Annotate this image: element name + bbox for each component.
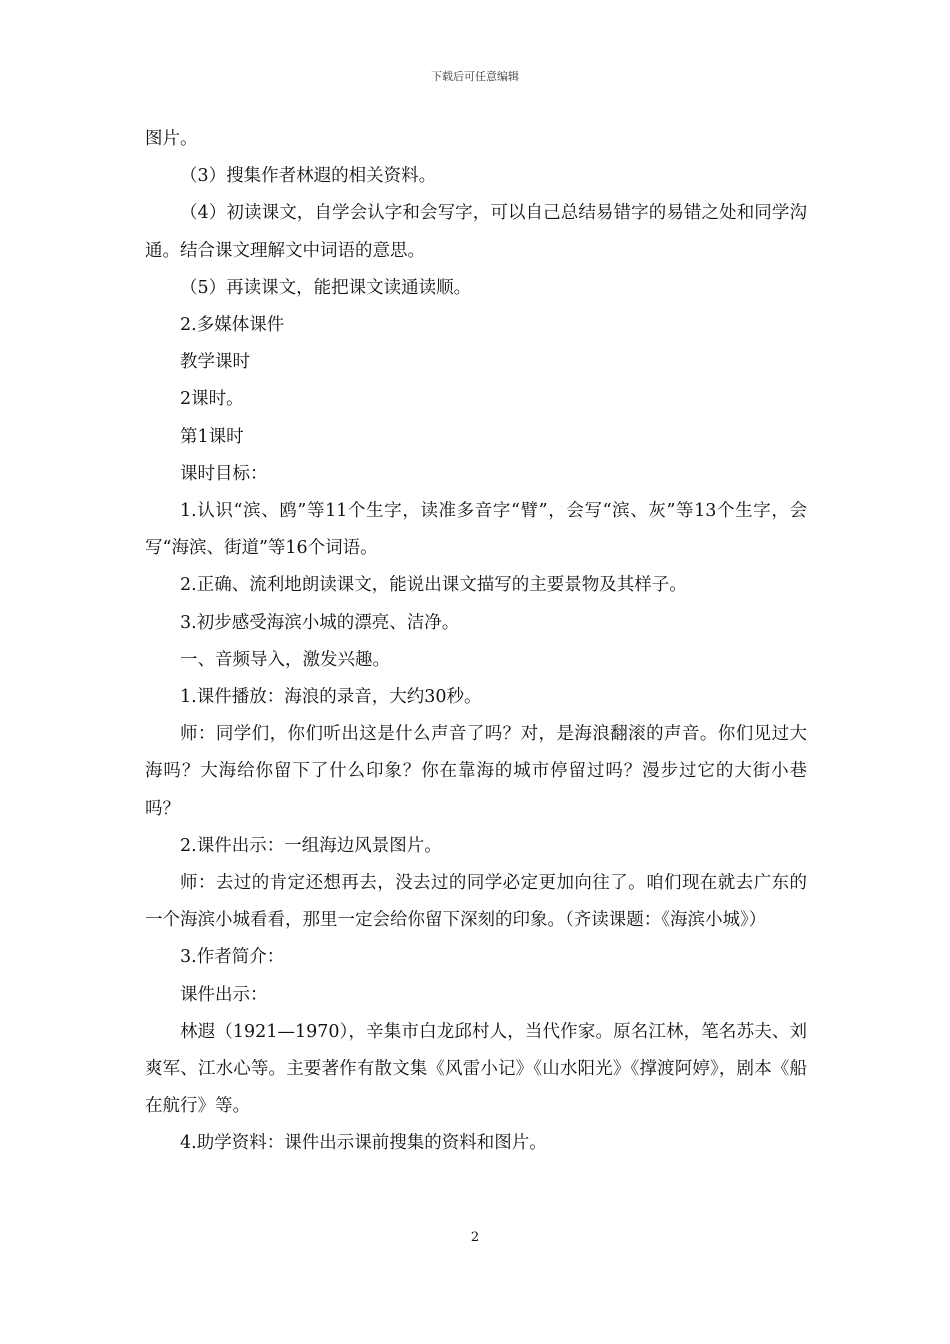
- page-number: 2: [470, 1230, 480, 1245]
- paragraph: 课件出示：: [180, 984, 268, 1005]
- paragraph: 林遐（1921—1970），辛集市白龙邱村人，当代作家。原名江林，笔名苏夫、刘爽军、江水心等。主要著作有散文集《风雷小记》《山水阳光》《撑渡阿婷》，剧本《船在航行》等。: [145, 1021, 807, 1117]
- paragraph: 2.正确、流利地朗读课文，能说出课文描写的主要景物及其样子。: [180, 575, 687, 596]
- paragraph: 2课时。: [180, 389, 244, 410]
- paragraph: 1.认识“滨、鸥”等11个生字，读准多音字“臂”，会写“滨、灰”等13个生字，会写“海滨、街道”等16个词语。: [145, 501, 807, 559]
- paragraph: 4.助学资料：课件出示课前搜集的资料和图片。: [180, 1133, 547, 1154]
- paragraph: 课时目标：: [180, 463, 268, 484]
- paragraph: 2.课件出示：一组海边风景图片。: [180, 835, 442, 856]
- paragraph: 一、音频导入，激发兴趣。: [180, 649, 390, 670]
- paragraph: 师：去过的肯定还想再去，没去过的同学必定更加向往了。咱们现在就去广东的一个海滨小城看看，那里一定会给你留下深刻的印象。（齐读课题：《海滨小城》）: [145, 873, 807, 931]
- paragraph: 师：同学们，你们听出这是什么声音了吗？对，是海浪翻滚的声音。你们见过大海吗？大海给你留下了什么印象？你在靠海的城市停留过吗？漫步过它的大街小巷吗？: [145, 724, 807, 819]
- paragraph: 图片。: [145, 129, 198, 149]
- paragraph: （5）再读课文，能把课文读通读顺。: [180, 277, 472, 298]
- paragraph: （3）搜集作者林遐的相关资料。: [180, 166, 437, 187]
- paragraph: 教学课时: [180, 352, 250, 373]
- paragraph: 1.课件播放：海浪的录音，大约30秒。: [180, 687, 482, 708]
- paragraph: （4）初读课文，自学会认字和会写字，可以自己总结易错字的易错之处和同学沟通。结合课文理解文中词语的意思。: [145, 203, 807, 261]
- paragraph: 第1课时: [180, 426, 244, 447]
- paragraph: 2.多媒体课件: [180, 315, 285, 336]
- paragraph: 3.初步感受海滨小城的漂亮、洁净。: [180, 612, 460, 633]
- paragraph: 3.作者简介：: [180, 947, 285, 968]
- page-header: 下载后可任意编辑: [431, 70, 519, 83]
- document-body: [145, 121, 807, 1163]
